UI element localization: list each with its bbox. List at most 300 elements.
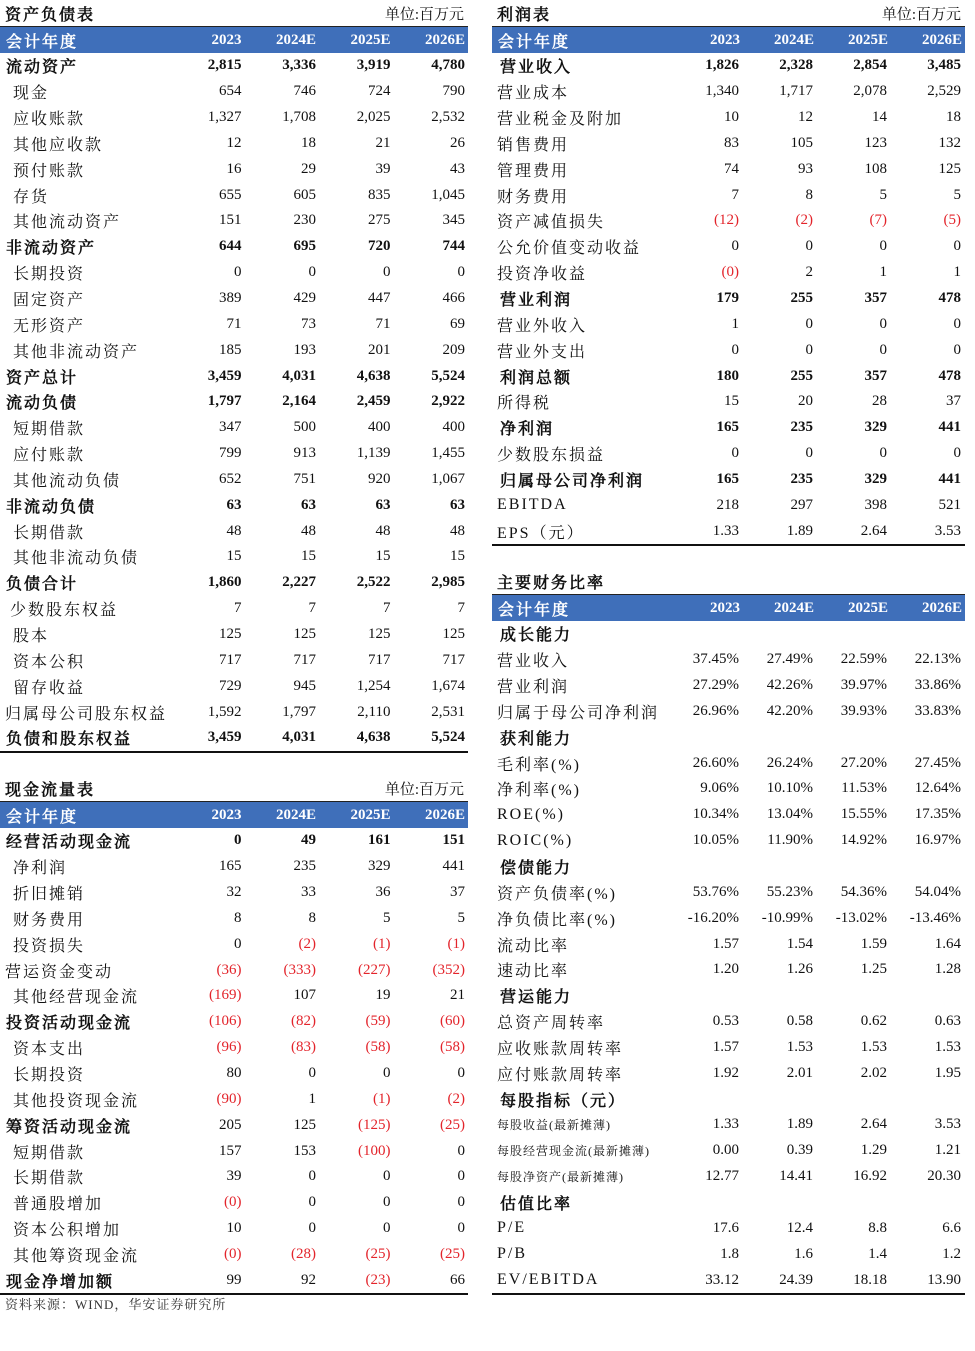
header-year: 2026E: [424, 31, 465, 48]
table-row: [492, 879, 965, 905]
value-2026e: 1.95: [934, 1064, 961, 1081]
value-2025e: 1,139: [356, 445, 391, 462]
section-label: 非流动资产: [6, 240, 97, 258]
row-label: 管理费用: [497, 162, 570, 180]
value-2025e: 329: [368, 858, 391, 875]
value-2023: 16: [226, 160, 242, 177]
value-2023: 0: [234, 935, 242, 952]
header-year: 2026E: [921, 31, 962, 48]
value-2023: 12: [226, 134, 242, 151]
value-2025e: 5: [879, 186, 887, 203]
value-2026e: 5,524: [431, 367, 465, 384]
table-row: [0, 880, 468, 906]
value-2026e: -13.46%: [909, 909, 961, 926]
value-2023: (0): [224, 1245, 242, 1262]
section-label: 负债合计: [6, 576, 79, 594]
value-2025e: 0.62: [860, 1013, 887, 1030]
header-year: 2023: [710, 599, 740, 616]
table-row: [0, 131, 468, 157]
value-2025e: 8.8: [868, 1219, 887, 1236]
value-2026e: 521: [938, 496, 961, 513]
value-2025e: 1.25: [860, 961, 887, 978]
value-2025e: 18.18: [853, 1271, 887, 1288]
value-2024e: 1.6: [794, 1245, 813, 1262]
section-label: 流动负债: [6, 395, 79, 413]
table-row: [0, 957, 468, 983]
table-row: [492, 647, 965, 673]
table-row: [0, 699, 468, 725]
value-2024e: 49: [301, 832, 316, 849]
header-label: 会计年度: [498, 33, 571, 51]
row-label: EBITDA: [497, 496, 568, 514]
section-label: 净利润: [500, 421, 555, 439]
value-2024e: 2,164: [282, 393, 316, 410]
value-2024e: 20: [798, 393, 813, 410]
value-2024e: 235: [790, 470, 813, 487]
value-2025e: 0: [879, 445, 887, 462]
table-body: [492, 53, 965, 546]
value-2025e: 2,522: [356, 574, 391, 591]
row-label: 固定资产: [13, 292, 86, 310]
value-2026e: (25): [440, 1116, 465, 1133]
table-row: [0, 337, 468, 363]
value-2025e: (125): [358, 1116, 391, 1133]
table-row: [492, 311, 965, 337]
value-2025e: 39: [375, 160, 391, 177]
section-label: 获利能力: [500, 730, 573, 748]
table-title: 利润表: [497, 7, 552, 24]
table-row: [0, 441, 468, 467]
value-2024e: 1: [308, 1090, 316, 1107]
value-2023: 1,797: [207, 393, 242, 410]
header-year: 2025E: [350, 31, 391, 48]
table-row: [492, 1241, 965, 1267]
value-2026e: 4,780: [431, 57, 465, 74]
value-2023: 37.45%: [692, 651, 739, 668]
value-2026e: (60): [440, 1013, 465, 1030]
section-label: 经营活动现金流: [6, 834, 133, 852]
value-2023: 165: [219, 858, 242, 875]
row-label: 净利率(%): [497, 782, 581, 800]
value-2026e: (25): [440, 1245, 465, 1262]
value-2023: 3,459: [207, 367, 242, 384]
table-row: [0, 1112, 468, 1138]
row-label: 公允价值变动收益: [497, 240, 642, 258]
value-2023: 74: [724, 160, 739, 177]
table-row: [0, 1061, 468, 1087]
header-label: 会计年度: [498, 601, 571, 619]
table-row: [492, 131, 965, 157]
header-year: 2026E: [424, 806, 465, 823]
row-label: 其他经营现金流: [13, 989, 140, 1007]
value-2025e: 15.55%: [840, 806, 887, 823]
value-2024e: 18: [301, 134, 316, 151]
table-row: [492, 286, 965, 312]
row-label: ROE(%): [497, 805, 565, 823]
value-2025e: 0: [383, 1220, 391, 1237]
row-label: 资本公积: [13, 653, 86, 671]
value-2024e: 92: [301, 1271, 316, 1288]
value-2023: 1.92: [712, 1064, 739, 1081]
table-row: [0, 931, 468, 957]
value-2024e: 11.90%: [767, 832, 813, 849]
value-2025e: 4,638: [356, 367, 391, 384]
income-statement-table: [492, 1, 965, 546]
header-label: 会计年度: [6, 33, 79, 51]
value-2023: 717: [219, 651, 242, 668]
table-row: [0, 1164, 468, 1190]
value-2024e: 4,031: [282, 729, 316, 746]
value-2023: (36): [216, 961, 242, 978]
header-year: 2023: [710, 31, 740, 48]
value-2023: 12.77: [705, 1168, 739, 1185]
value-2024e: 0: [805, 238, 813, 255]
row-label: 应付账款周转率: [497, 1066, 624, 1084]
value-2024e: 26.24%: [766, 754, 813, 771]
value-2026e: 2,985: [431, 574, 465, 591]
value-2026e: 478: [938, 367, 961, 384]
value-2023: 7: [234, 600, 242, 617]
cash-flow-table: [0, 776, 468, 1295]
value-2024e: 105: [790, 134, 813, 151]
row-label: 净负债比率(%): [497, 911, 617, 929]
value-2025e: 28: [872, 393, 887, 410]
value-2025e: 2,025: [356, 109, 391, 126]
value-2024e: 1.89: [786, 522, 813, 539]
value-2024e: 255: [790, 290, 813, 307]
value-2025e: (59): [365, 1013, 391, 1030]
value-2024e: 0: [308, 1220, 316, 1237]
table-title-row: [492, 1, 965, 27]
value-2025e: 15: [375, 548, 391, 565]
value-2025e: 201: [368, 341, 391, 358]
value-2026e: 6.6: [942, 1219, 961, 1236]
section-label: 营业收入: [500, 59, 573, 77]
value-2024e: 0: [805, 315, 813, 332]
value-2023: (12): [714, 212, 739, 229]
value-2026e: (1): [447, 935, 465, 952]
value-2023: 1.57: [712, 1038, 739, 1055]
value-2026e: 125: [938, 160, 961, 177]
value-2026e: 0: [457, 1065, 465, 1082]
value-2025e: 4,638: [356, 729, 391, 746]
value-2023: 1.20: [712, 961, 739, 978]
value-2024e: 0: [308, 1194, 316, 1211]
value-2024e: 12: [798, 109, 813, 126]
value-2023: (169): [209, 987, 242, 1004]
value-2025e: 2.02: [860, 1064, 887, 1081]
value-2023: 10.34%: [692, 806, 739, 823]
value-2023: 654: [219, 83, 242, 100]
value-2024e: 125: [293, 1116, 316, 1133]
section-label: 筹资活动现金流: [6, 1118, 133, 1136]
value-2023: 3,459: [207, 729, 242, 746]
row-label: 其他流动负债: [13, 472, 122, 490]
value-2024e: 746: [293, 83, 316, 100]
value-2023: 27.29%: [692, 677, 739, 694]
value-2024e: 8: [805, 186, 813, 203]
table-row: [492, 828, 965, 854]
value-2025e: 27.20%: [840, 754, 887, 771]
value-2024e: 42.20%: [766, 702, 813, 719]
value-2024e: 0: [805, 341, 813, 358]
header-year: 2025E: [847, 31, 888, 48]
row-label: 股本: [13, 627, 50, 645]
value-2026e: 0: [953, 445, 961, 462]
value-2025e: 2.64: [860, 1116, 887, 1133]
row-label: 预付账款: [13, 162, 86, 180]
value-2025e: 0: [879, 238, 887, 255]
value-2025e: 11.53%: [841, 780, 887, 797]
section-label: 成长能力: [500, 627, 573, 645]
row-label: 其他非流动资产: [13, 343, 140, 361]
value-2024e: 0: [308, 264, 316, 281]
value-2026e: 1,045: [431, 186, 465, 203]
value-2023: 0.00: [712, 1142, 739, 1159]
row-label: 营业收入: [497, 653, 570, 671]
value-2024e: 0.39: [786, 1142, 813, 1159]
value-2026e: 2,531: [431, 703, 465, 720]
value-2024e: 10.10%: [766, 780, 813, 797]
value-2026e: 0: [953, 341, 961, 358]
value-2024e: 945: [293, 677, 316, 694]
value-2026e: 466: [442, 290, 465, 307]
value-2023: (90): [216, 1090, 242, 1107]
value-2023: 165: [716, 419, 739, 436]
value-2023: 80: [226, 1065, 242, 1082]
table-title: 主要财务比率: [497, 575, 606, 592]
table-row: [492, 1215, 965, 1241]
value-2023: 33.12: [705, 1271, 739, 1288]
value-2024e: (2): [298, 935, 316, 952]
value-2025e: 16.92: [853, 1168, 887, 1185]
value-2026e: 0: [457, 1142, 465, 1159]
value-2023: (106): [209, 1013, 242, 1030]
row-label: 毛利率(%): [497, 756, 581, 774]
value-2026e: 22.13%: [914, 651, 961, 668]
value-2025e: (1): [373, 935, 391, 952]
value-2024e: 0: [805, 445, 813, 462]
table-row: [0, 854, 468, 880]
value-2026e: 441: [938, 419, 961, 436]
value-2026e: 2,922: [431, 393, 465, 410]
value-2026e: 3.53: [934, 522, 961, 539]
value-2026e: 1,674: [431, 677, 465, 694]
table-row: [0, 79, 468, 105]
row-label: 总资产周转率: [497, 1015, 606, 1033]
value-2023: 0: [234, 264, 242, 281]
value-2023: 218: [716, 496, 739, 513]
row-label: 短期借款: [13, 421, 86, 439]
source-note: 资料来源：WIND，华安证券研究所: [5, 1297, 227, 1312]
section-label: 营运能力: [500, 989, 573, 1007]
value-2026e: 441: [442, 858, 465, 875]
value-2025e: 357: [864, 367, 887, 384]
value-2023: 17.6: [712, 1219, 739, 1236]
section-label: 流动资产: [6, 59, 79, 77]
value-2025e: 22.59%: [840, 651, 887, 668]
row-label: EPS（元）: [497, 524, 585, 542]
value-2026e: 0: [457, 1220, 465, 1237]
value-2024e: 235: [790, 419, 813, 436]
value-2025e: 275: [368, 212, 391, 229]
row-label: 其他投资现金流: [13, 1092, 140, 1110]
section-label: 归属母公司净利润: [500, 472, 645, 490]
value-2025e: 71: [375, 315, 391, 332]
header-year: 2024E: [773, 599, 814, 616]
value-2026e: 37: [450, 884, 465, 901]
table-row: [492, 1190, 965, 1216]
table-row: [0, 363, 468, 389]
value-2026e: 0: [457, 1168, 465, 1185]
value-2024e: 913: [293, 445, 316, 462]
row-label: 财务费用: [13, 911, 86, 929]
table-body: [0, 53, 468, 753]
table-row: [492, 1009, 965, 1035]
value-2024e: 63: [301, 496, 316, 513]
value-2025e: 1.53: [860, 1038, 887, 1055]
row-label: 折旧摊销: [13, 886, 86, 904]
row-label: 其他流动资产: [13, 214, 122, 232]
value-2026e: (58): [440, 1039, 465, 1056]
section-label: 非流动负债: [6, 498, 97, 516]
value-2024e: 55.23%: [766, 883, 813, 900]
value-2023: 1,340: [705, 83, 739, 100]
value-2024e: 2,328: [779, 57, 813, 74]
value-2023: 799: [219, 445, 242, 462]
section-label: 投资活动现金流: [6, 1015, 133, 1033]
row-label: 短期借款: [13, 1144, 86, 1162]
table-row: [492, 1112, 965, 1138]
value-2024e: 125: [293, 625, 316, 642]
value-2026e: (2): [447, 1090, 465, 1107]
value-2024e: 29: [301, 160, 316, 177]
row-label: 应付账款: [13, 447, 86, 465]
value-2023: 729: [219, 677, 242, 694]
value-2024e: 717: [293, 651, 316, 668]
value-2025e: 2,854: [853, 57, 887, 74]
header-label: 会计年度: [6, 808, 79, 826]
row-label: 资本公积增加: [13, 1222, 122, 1240]
table-row: [0, 622, 468, 648]
value-2025e: 724: [368, 83, 391, 100]
table-row: [0, 286, 468, 312]
header-year: 2024E: [773, 31, 814, 48]
value-2026e: 3,485: [927, 57, 961, 74]
value-2026e: 1.28: [934, 961, 961, 978]
value-2024e: 255: [790, 367, 813, 384]
row-label: 投资净收益: [497, 266, 588, 284]
table-row: [0, 570, 468, 596]
table-row: [492, 260, 965, 286]
value-2026e: 43: [450, 160, 465, 177]
header-year: 2025E: [847, 599, 888, 616]
value-2024e: 235: [293, 858, 316, 875]
value-2026e: 345: [442, 212, 465, 229]
unit-label: 单位:百万元: [384, 7, 464, 23]
value-2023: 8: [234, 909, 242, 926]
value-2023: 157: [219, 1142, 242, 1159]
value-2023: 0.53: [712, 1013, 739, 1030]
value-2023: 655: [219, 186, 242, 203]
section-label: 每股指标（元）: [500, 1092, 627, 1110]
table-row: [0, 389, 468, 415]
value-2023: 1: [731, 315, 739, 332]
value-2024e: 153: [293, 1142, 316, 1159]
row-label: 投资损失: [13, 937, 86, 955]
value-2024e: 1.89: [786, 1116, 813, 1133]
value-2025e: 123: [864, 134, 887, 151]
value-2023: 99: [226, 1271, 242, 1288]
value-2026e: 5: [953, 186, 961, 203]
row-label: 每股经营现金流(最新摊薄): [497, 1144, 650, 1159]
table-row: [492, 776, 965, 802]
table-title: 资产负债表: [5, 7, 96, 24]
value-2023: 63: [226, 496, 242, 513]
value-2023: 48: [226, 522, 242, 539]
value-2026e: 1,067: [431, 470, 465, 487]
row-label: 长期投资: [13, 1067, 86, 1085]
table-row: [492, 1164, 965, 1190]
value-2023: 179: [716, 290, 739, 307]
value-2026e: 33.86%: [914, 677, 961, 694]
value-2023: 125: [219, 625, 242, 642]
value-2024e: 1.53: [786, 1038, 813, 1055]
value-2023: 10.05%: [692, 832, 739, 849]
value-2026e: 1.53: [934, 1038, 961, 1055]
value-2025e: 835: [368, 186, 391, 203]
value-2025e: 63: [375, 496, 391, 513]
header-year: 2026E: [921, 599, 962, 616]
value-2024e: 4,031: [282, 367, 316, 384]
row-label: 留存收益: [13, 679, 86, 697]
value-2023: 26.96%: [692, 702, 739, 719]
row-label: 其他非流动负债: [13, 550, 140, 568]
value-2023: 347: [219, 419, 242, 436]
value-2023: 2,815: [207, 57, 242, 74]
table-row: [492, 415, 965, 441]
row-label: ROIC(%): [497, 831, 574, 849]
value-2026e: 0: [457, 1194, 465, 1211]
value-2023: 652: [219, 470, 242, 487]
value-2025e: 19: [375, 987, 391, 1004]
value-2024e: 751: [293, 470, 316, 487]
value-2026e: 5,524: [431, 729, 465, 746]
value-2025e: 21: [375, 134, 391, 151]
value-2024e: 107: [293, 987, 316, 1004]
value-2026e: 1,455: [431, 445, 465, 462]
value-2026e: 16.97%: [914, 832, 961, 849]
table-header-row: [492, 595, 965, 621]
value-2026e: 1.64: [934, 935, 961, 952]
table-row: [0, 518, 468, 544]
value-2026e: 744: [442, 238, 465, 255]
row-label: 营业成本: [497, 85, 570, 103]
table-row: [0, 467, 468, 493]
row-label: 其他筹资现金流: [13, 1247, 140, 1265]
row-label: 无形资产: [13, 317, 86, 335]
table-row: [492, 1060, 965, 1086]
value-2025e: (25): [365, 1245, 391, 1262]
row-label: 归属于母公司净利润: [497, 704, 660, 722]
value-2023: 53.76%: [692, 883, 739, 900]
row-label: 速动比率: [497, 963, 570, 981]
table-title: 现金流量表: [5, 782, 96, 799]
value-2026e: 54.04%: [914, 883, 961, 900]
value-2025e: 1: [879, 264, 887, 281]
value-2025e: 329: [864, 470, 887, 487]
value-2026e: (5): [943, 212, 961, 229]
